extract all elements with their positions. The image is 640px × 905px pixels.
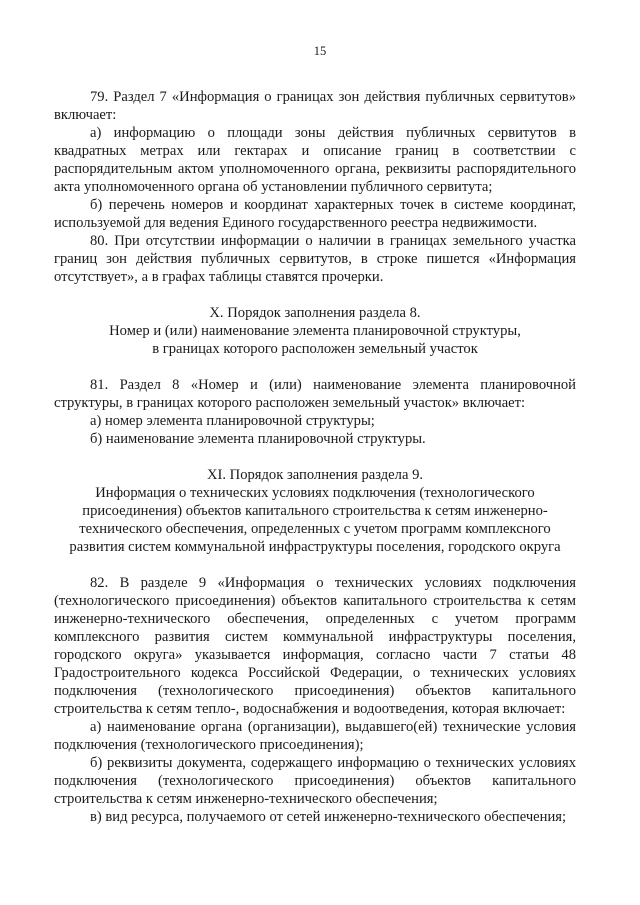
paragraph-82-b: б) реквизиты документа, содержащего информацию о технических условиях подключения (технологического присоединения) объектов капитального строительства к сетям инженерно-технического обеспечения; bbox=[54, 755, 576, 807]
spacer bbox=[54, 556, 576, 574]
spacer bbox=[54, 358, 576, 376]
section-10-heading bbox=[54, 304, 576, 358]
spacer bbox=[54, 286, 576, 304]
paragraph-81: 81. Раздел 8 «Номер и (или) наименование элемента планировочной структуры, в границах которого расположен земельный участок» включает: bbox=[54, 377, 576, 411]
section-11-subtitle-line: развития систем коммунальной инфраструктуры поселения, городского округа bbox=[69, 539, 561, 555]
section-10-title: X. Порядок заполнения раздела 8. bbox=[209, 305, 421, 321]
section-11-subtitle-line: технического обеспечения, определенных с учетом программ комплексного bbox=[79, 521, 551, 537]
section-10-subtitle-line: в границах которого расположен земельный участок bbox=[152, 341, 478, 357]
paragraph-79-b: б) перечень номеров и координат характерных точек в системе координат, используемой для ведения Единого государственного реестра недвижимости. bbox=[54, 197, 576, 231]
section-11-subtitle-line: присоединения) объектов капитального строительства к сетям инженерно- bbox=[82, 503, 548, 519]
paragraph-81-a: а) номер элемента планировочной структуры; bbox=[90, 413, 375, 429]
section-11-subtitle-line: Информация о технических условиях подключения (технологического bbox=[95, 485, 535, 501]
paragraph-82: 82. В разделе 9 «Информация о технических условиях подключения (технологического присоединения) объектов капитального строительства к сетям инженерно-технического обеспечения, определенных с учетом программ комплексного развития систем коммунальной инфраструктуры поселения, городского округа» указывается информация, согласно части 7 статьи 48 Градостроительного кодекса Российской Федерации, о технических условиях подключения (технологического присоединения) объектов капитального строительства к сетям тепло-, водоснабжения и водоотведения, которая включает: bbox=[54, 575, 576, 717]
paragraph-81-b: б) наименование элемента планировочной структуры. bbox=[90, 431, 426, 447]
section-11-title: XI. Порядок заполнения раздела 9. bbox=[206, 467, 424, 483]
paragraph-82-a: а) наименование органа (организации), выдавшего(ей) технические условия подключения (технологического присоединения); bbox=[54, 719, 576, 753]
paragraph-79-a: а) информацию о площади зоны действия публичных сервитутов в квадратных метрах или гектарах и описание границ в соответствии с распорядительным актом уполномоченного органа, реквизиты распорядительного акта уполномоченного органа об установлении публичного сервитута; bbox=[54, 125, 576, 195]
paragraph-82-c: в) вид ресурса, получаемого от сетей инженерно-технического обеспечения; bbox=[90, 809, 567, 825]
page-number: 15 bbox=[313, 44, 327, 58]
document-body bbox=[54, 88, 576, 826]
section-11-heading bbox=[54, 466, 576, 556]
paragraph-80: 80. При отсутствии информации о наличии в границах земельного участка границ зон действия публичных сервитутов, в строке пишется «Информация отсутствует», а в графах таблицы ставятся прочерки. bbox=[54, 233, 576, 285]
spacer bbox=[54, 448, 576, 466]
section-10-subtitle-line: Номер и (или) наименование элемента планировочной структуры, bbox=[109, 323, 521, 339]
paragraph-79: 79. Раздел 7 «Информация о границах зон действия публичных сервитутов» включает: bbox=[54, 89, 576, 123]
